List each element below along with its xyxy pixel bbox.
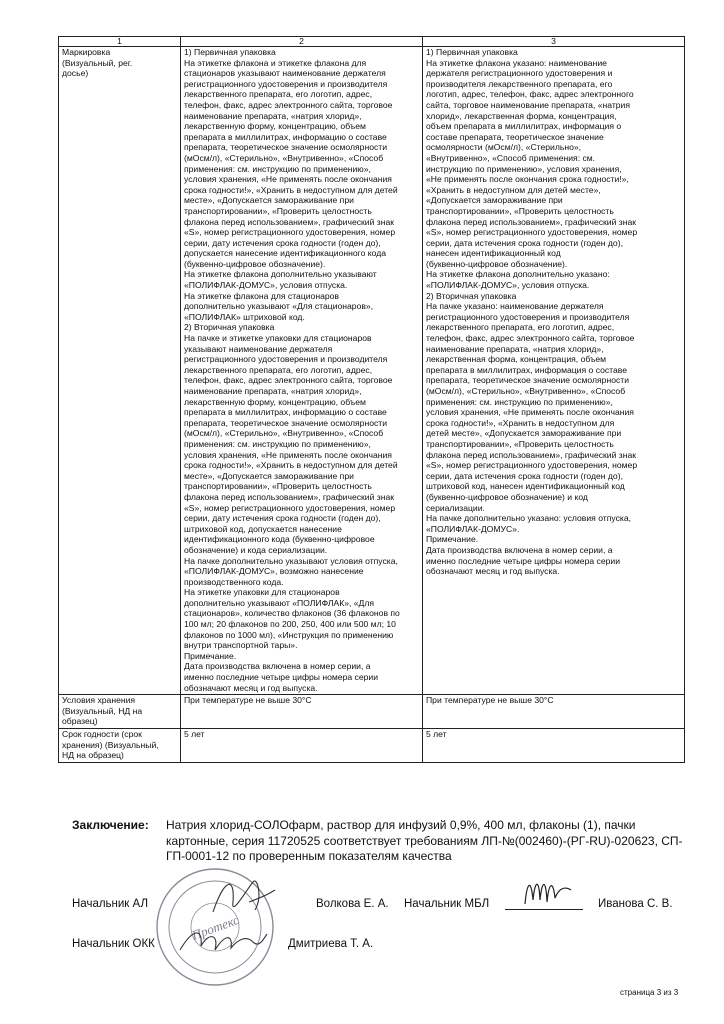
requirement-cell: [181, 47, 423, 695]
column-header: 2: [181, 37, 423, 47]
table-row: [59, 695, 685, 729]
conclusion-text: Натрия хлорид-СОЛОфарм, раствор для инфузий 0,9%, 400 мл, флаконы (1), пачки картонные, серия 11720525 соответствует требованиям ЛП-№(002460)-(РГ-RU)-020623, СП-ГП-0001-12 по проверенным показателям качества: [166, 818, 683, 863]
result-cell: [423, 729, 685, 763]
parameter-cell: [59, 729, 181, 763]
results-table: [58, 36, 685, 763]
parameter-cell: [59, 47, 181, 695]
table-header-row: [59, 37, 685, 47]
conclusion-label: Заключение:: [72, 818, 149, 832]
head-mbl-name: Иванова С. В.: [598, 898, 673, 910]
signature-line: [505, 909, 583, 910]
table-row: [59, 47, 685, 695]
requirement-cell: [181, 695, 423, 729]
result-cell: [423, 47, 685, 695]
head-okk-title: Начальник ОКК: [72, 938, 155, 950]
parameter-text: Маркировка (Визуальный, рег. досье): [62, 47, 133, 79]
result-text: При температуре не выше 30°С: [426, 695, 554, 706]
table-row: [59, 729, 685, 763]
parameter-cell: [59, 695, 181, 729]
column-header: 3: [423, 37, 685, 47]
parameter-text: Срок годности (срок хранения) (Визуальный, НД на образец): [62, 729, 159, 761]
requirement-cell: [181, 729, 423, 763]
head-okk-name: Дмитриева Т. А.: [288, 938, 374, 950]
parameter-text: Условия хранения (Визуальный, НД на образец): [62, 695, 143, 727]
column-header: 1: [59, 37, 181, 47]
result-text: 5 лет: [426, 729, 447, 740]
svg-text:Протекс: Протекс: [189, 912, 241, 943]
head-al-name: Волкова Е. А.: [316, 898, 389, 910]
result-text: 1) Первичная упаковка На этикетке флакона указано: наименование держателя регистрационного удостоверения и производителя лекарственного препарата, его логотип, адрес, телефон, факс, адрес электронного сайта, торговое наименование препарата, «натрия хлорид», лекарственная форма, концентрация, объем препарата в миллилитрах, информация о составе препарата, теоретическое значение осмолярности (мОсм/л), «Стерильно», «Внутривенно», «Способ применения: см. инструкцию по применению», условия хранения, «Не применять после окончания срока годности!», «Хранить в недоступном для детей месте», «Допускается замораживание при транспортировании», «Проверить целостность флакона перед использованием», графический знак «S», номер регистрационного удостоверения, номер серии, дата истечения срока годности (годен до), нанесен идентификационный код (буквенно-цифровое обозначение). На этикетке флакона дополнительно указано: «ПОЛИФЛАК-ДОМУС», условия отпуска. 2) Вторичная упаковка На пачке указано: наименование держателя регистрационного удостоверения и производителя лекарственного препарата, его логотип, адрес, телефон, факс, адрес электронного сайта, торговое наименование препарата, «натрия хлорид», лекарственная форма, концентрация, объем препарата в миллилитрах, информация о составе препарата, теоретическое значение осмолярности (мОсм/л), «Стерильно», «Внутривенно», «Способ применения: см. инструкцию по применению», условия хранения, «Не применять после окончания срока годности!», «Хранить в недоступном для детей месте», «Допускается замораживание при транспортировании», «Проверить целостность флакона перед использованием», графический знак «S», номер регистрационного удостоверения, номер серии, дата истечения срока годности (годен до), штриховой код, нанесен идентификационный код (буквенно-цифровое обозначение) и код сериализации. На пачке дополнительно указано: условия отпуска, «ПОЛИФЛАК-ДОМУС». Примечание. Дата производства включена в номер серии, а именно последние четыре цифры номера серии обозначают месяц и год выпуска.: [426, 47, 638, 577]
signature-ivanova: [505, 872, 585, 912]
signature-volkova: [205, 872, 280, 922]
requirement-text: 1) Первичная упаковка На этикетке флакона и этикетке флакона для стационаров указывают наименование держателя регистрационного удостоверения и производителя лекарственного препарата, его логотип, адрес, телефон, факс, адрес электронного сайта, торговое наименование препарата, «натрия хлорид», лекарственную форму, концентрацию, объем препарата в миллилитрах, информацию о составе препарата, теоретическое значение осмолярности (мОсм/л), «Стерильно», «Внутривенно», «Способ применения: см. инструкцию по применению», условия хранения, «Не применять после окончания срока годности!», «Хранить в недоступном для детей месте», «Допускается замораживание при транспортировании», «Проверить целостность флакона перед использованием», графический знак «S», номер регистрационного удостоверения, номер серии, дату истечения срока годности (годен до), допускается нанесение идентификационного кода (буквенно-цифровое обозначение). На этикетке флакона дополнительно указывают «ПОЛИФЛАК-ДОМУС», условия отпуска. На этикетке флакона для стационаров дополнительно указывают «Для стационаров», «ПОЛИФЛАК» штриховой код. 2) Вторичная упаковка На пачке и этикетке упаковки для стационаров указывают наименование держателя регистрационного удостоверения и производителя лекарственного препарата, его логотип, адрес, телефон, факс, адрес электронного сайта, торговое наименование препарата, «натрия хлорид», лекарственную форму, концентрацию, объем препарата в миллилитрах, информацию о составе препарата, теоретическое значение осмолярности (мОсм/л), «Стерильно», «Внутривенно», «Способ применения: см. инструкцию по применению», условия хранения, «Не применять после окончания срока годности!», «Хранить в недоступном для детей месте», «Допускается замораживание при транспортировании», «Проверить целостность флакона перед использованием», графический знак «S», номер регистрационного удостоверения, номер серии, дату истечения срока годности (годен до), штриховой код, допускается нанесение идентификационного кода (буквенно-цифровое обозначение) и кода сериализации. На пачке дополнительно указывают условия отпуска, «ПОЛИФЛАК-ДОМУС», возможно нанесение производственного кода. На этикетке упаковки для стационаров дополнительно указывают «ПОЛИФЛАК», «Для стационаров», количество флаконов (36 флаконов по 100 мл; 20 флаконов по 200, 250, 400 или 500 мл; 10 флаконов по 1000 мл), «Инструкция по применению внутри транспортной тары». Примечание. Дата производства включена в номер серии, а именно последние четыре цифры номера серии обозначают месяц и год выпуска.: [184, 47, 400, 693]
head-al-title: Начальник АЛ: [72, 898, 149, 910]
signature-dmitrieva: [175, 920, 270, 960]
head-mbl-title: Начальник МБЛ: [404, 898, 490, 910]
requirement-text: При температуре не выше 30°С: [184, 695, 312, 706]
requirement-text: 5 лет: [184, 729, 205, 740]
page-number: страница 3 из 3: [620, 988, 679, 997]
result-cell: [423, 695, 685, 729]
